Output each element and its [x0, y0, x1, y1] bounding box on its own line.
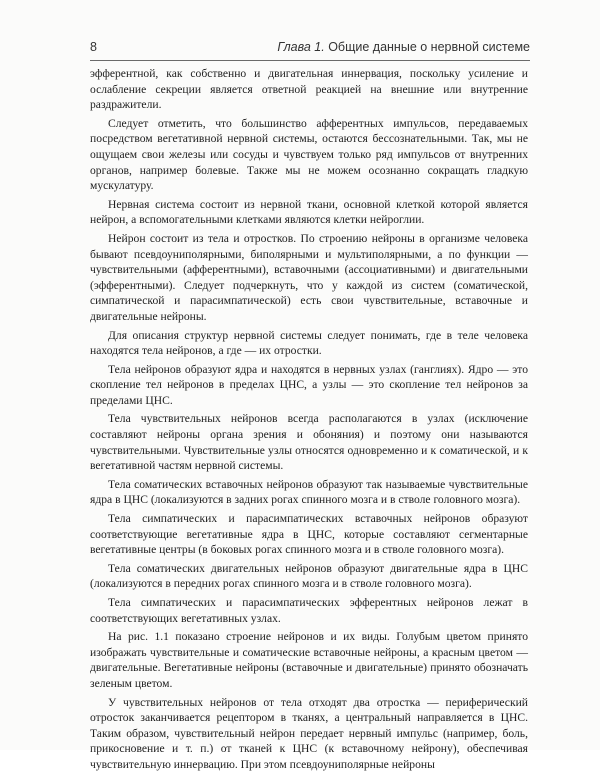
running-head: [277, 40, 530, 54]
chapter-title: Общие данные о нервной системе: [328, 40, 530, 54]
paragraph: Для описания структур нервной системы следует понимать, где в теле человека находятся тела нейронов, а где — их отростки.: [90, 328, 528, 358]
paragraph: Следует отметить, что большинство афферентных импульсов, передаваемых посредством вегетативной нервной системы, остаются бессознательными. Так, мы не ощущаем свои железы или сосуды и чувствуем только ряд импульсов от внутренних органов, например болевые. Также мы не можем осознанно сокращать гладкую мускулатуру.: [90, 116, 528, 193]
paragraph: Нервная система состоит из нервной ткани, основной клеткой которой является нейрон, а вспомогательными клетками являются клетки нейроглии.: [90, 197, 528, 227]
page-header: [90, 40, 530, 58]
page-number: 8: [90, 40, 97, 54]
paragraph: Тела симпатических и парасимпатических эфферентных нейронов лежат в соответствующих вегетативных узлах.: [90, 596, 528, 625]
paragraph: Тела чувствительных нейронов всегда располагаются в узлах (исключение составляют нейроны органа зрения и обоняния) и поэтому они называются чувствительными. Чувствительные узлы относятся одновременно и к соматической, и к вегетативной частям нервной системы.: [90, 412, 528, 473]
paragraph: Тела симпатических и парасимпатических вставочных нейронов образуют соответствующие вегетативные ядра в ЦНС, которые составляют сегментарные вегетативные центры (в боковых рогах спинного мозга и в стволе головного мозга).: [90, 512, 528, 557]
paragraph: На рис. 1.1 показано строение нейронов и их виды. Голубым цветом принято изображать чувствительные и соматические вставочные нейроны, а красным цветом — двигательные. Вегетативные нейроны (вставочные и двигательные) принято обозначать зеленым цветом.: [90, 630, 528, 690]
paragraph: Тела соматических вставочных нейронов образуют так называемые чувствительные ядра в ЦНС (локализуются в задних рогах спинного мозга и в стволе головного мозга).: [90, 477, 528, 507]
body-text: [90, 66, 528, 776]
paragraph: Тела соматических двигательных нейронов образуют двигательные ядра в ЦНС (локализуются в передних рогах спинного мозга и в стволе головного мозга).: [90, 561, 528, 591]
paragraph: У чувствительных нейронов от тела отходят два отростка — периферический отросток заканчивается рецептором в тканях, а центральный направляется в ЦНС. Таким образом, чувствительный нейрон передает нервный импульс (например, боль, прикосновение и т. п.) от тканей к ЦНС (к вставочному нейрону), обеспечивая чувствительную иннервацию. При этом псевдоуниполярные нейроны: [90, 695, 528, 771]
paragraph: Нейрон состоит из тела и отростков. По строению нейроны в организме человека бывают псевдоуниполярными, биполярными и мультиполярными, а по функции — чувствительными (афферентными), вставочными (ассоциативными) и двигательными (эфферентными). Следует подчеркнуть, что у каждой из систем (соматической, симпатической и парасимпатической) есть свои чувствительные, вставочные и двигательные нейроны.: [90, 231, 528, 323]
chapter-label: Глава 1.: [277, 40, 325, 54]
header-rule: [90, 60, 530, 61]
paragraph: Тела нейронов образуют ядра и находятся в нервных узлах (ганглиях). Ядро — это скопление тел нейронов в пределах ЦНС, а узлы — это скопление тел нейронов за пределами ЦНС.: [90, 362, 528, 407]
paragraph: эфферентной, как собственно и двигательная иннервация, поскольку усиление и ослабление секреции является ответной реакцией на внешние или внутренние раздражители.: [90, 67, 528, 112]
